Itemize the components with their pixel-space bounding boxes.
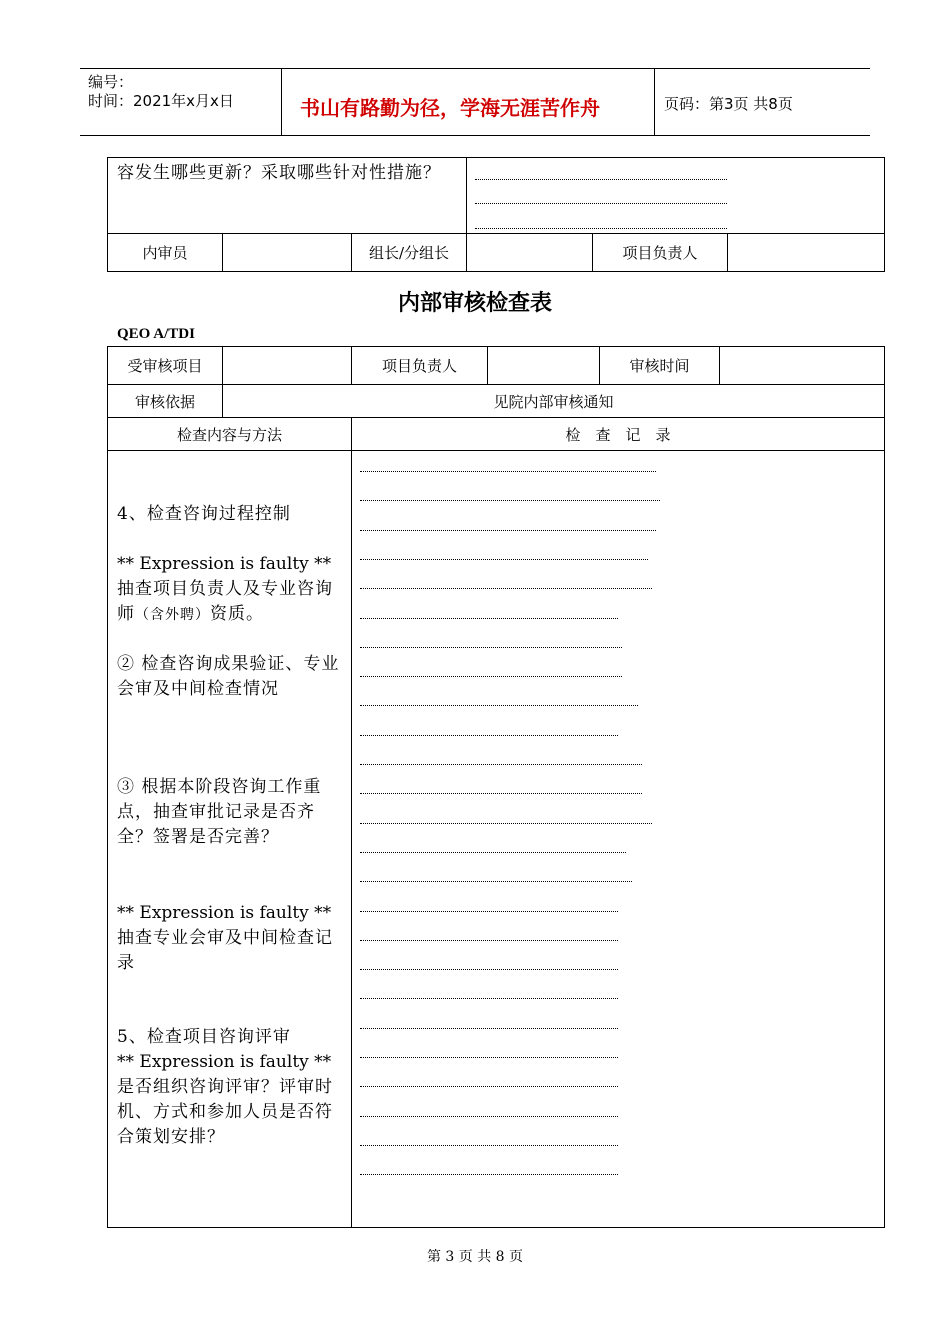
internal-auditor-field[interactable]	[223, 234, 352, 272]
dotted-line	[360, 1116, 618, 1117]
doc-number-label: 编号：	[88, 73, 134, 91]
item4-1-suffix: 资质。	[210, 604, 264, 624]
dotted-line	[360, 1145, 618, 1146]
dotted-line	[360, 647, 622, 648]
group-leader-field[interactable]	[467, 234, 593, 272]
dotted-line	[360, 588, 652, 589]
project-lead-label: 项目负责人	[593, 234, 728, 272]
continuation-table	[107, 157, 885, 272]
audit-basis-label: 审核依据	[108, 385, 223, 418]
dotted-line	[475, 202, 727, 204]
faulty-expression: ** Expression is faulty **	[117, 903, 332, 923]
audited-project-field[interactable]	[223, 347, 352, 385]
dotted-line	[360, 1086, 618, 1087]
dotted-line	[360, 1057, 618, 1058]
dotted-line	[360, 735, 618, 736]
header-bottom-rule	[80, 135, 870, 136]
item4-4	[117, 901, 345, 976]
item4-1-paren: （含外聘）	[135, 607, 210, 623]
dotted-line	[360, 852, 626, 853]
content-method-cell	[108, 451, 352, 1228]
dotted-line	[475, 227, 727, 229]
dotted-line	[360, 559, 648, 560]
dotted-line	[360, 793, 642, 794]
header-divider	[654, 68, 655, 136]
answer-cell[interactable]	[467, 158, 885, 234]
item4-2: ② 检查咨询成果验证、专业会审及中间检查情况	[117, 654, 340, 699]
dotted-line	[360, 618, 618, 619]
dotted-line	[360, 500, 660, 501]
project-lead-field[interactable]	[488, 347, 600, 385]
item5-1	[117, 1050, 345, 1150]
project-lead-field[interactable]	[728, 234, 885, 272]
dotted-line	[360, 823, 652, 824]
dotted-line	[360, 881, 632, 882]
question-cell	[108, 158, 467, 234]
item4-1	[117, 552, 345, 628]
dotted-line	[360, 911, 618, 912]
doc-date-label: 时间：2021年x月x日	[88, 92, 234, 110]
record-cell[interactable]	[352, 451, 885, 1228]
item4-4-text: 抽查专业会审及中间检查记录	[117, 928, 333, 973]
header-slogan: 书山有路勤为径，学海无涯苦作舟	[300, 96, 600, 120]
dotted-line	[360, 705, 638, 706]
faulty-expression: ** Expression is faulty **	[117, 1052, 332, 1072]
dotted-line	[360, 676, 622, 677]
dotted-line	[360, 969, 618, 970]
item4-1-text: 抽查项目负责人及专业咨询师	[117, 579, 333, 624]
record-header: 检 查 记 录	[352, 418, 885, 451]
question-text: 容发生哪些更新？采取哪些针对性措施？	[117, 163, 441, 183]
faulty-expression: ** Expression is faulty **	[117, 554, 332, 574]
dotted-line	[360, 940, 618, 941]
group-leader-label: 组长/分组长	[352, 234, 467, 272]
page-footer: 第 3 页 共 8 页	[426, 1249, 524, 1265]
checklist-table	[107, 346, 885, 1228]
audit-time-label: 审核时间	[600, 347, 720, 385]
dotted-line	[475, 178, 727, 180]
dotted-line	[360, 471, 656, 472]
dotted-line	[360, 1174, 618, 1175]
internal-auditor-label: 内审员	[108, 234, 223, 272]
header-top-rule	[80, 68, 870, 69]
dotted-line	[360, 998, 618, 999]
audit-basis-value: 见院内部审核通知	[223, 385, 885, 418]
dotted-line	[360, 530, 656, 531]
audit-time-field[interactable]	[720, 347, 885, 385]
item5-title: 5、检查项目咨询评审	[117, 1027, 291, 1047]
audited-project-label: 受审核项目	[108, 347, 223, 385]
item4-title: 4、检查咨询过程控制	[117, 504, 291, 524]
header-page-label: 页码：第3页 共8页	[664, 95, 793, 113]
dotted-line	[360, 1028, 618, 1029]
item5-1-text: 是否组织咨询评审？评审时机、方式和参加人员是否符合策划安排？	[117, 1077, 333, 1147]
dotted-line	[360, 764, 642, 765]
header-divider	[281, 68, 282, 136]
content-method-header: 检查内容与方法	[108, 418, 352, 451]
document-title: 内部审核检查表	[397, 291, 552, 316]
project-lead-label: 项目负责人	[352, 347, 488, 385]
document-code: QEO A/TDI	[117, 326, 195, 342]
item4-3: ③ 根据本阶段咨询工作重点，抽查审批记录是否齐全？签署是否完善？	[117, 777, 322, 847]
